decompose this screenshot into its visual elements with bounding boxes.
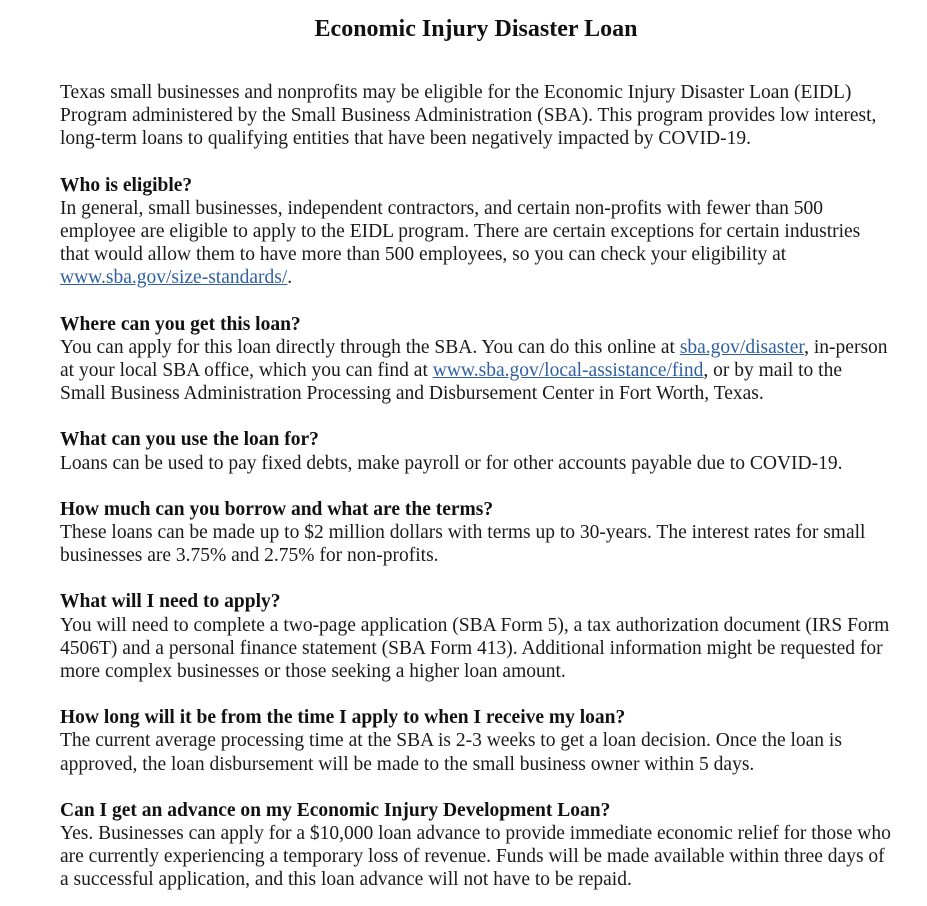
section-paragraph <box>60 336 892 406</box>
section-paragraph <box>60 452 892 475</box>
section-processing-time <box>60 706 892 776</box>
paragraph-text: You can apply for this loan directly through the SBA. You can do this online at <box>60 336 680 358</box>
paragraph-text: . <box>287 267 293 289</box>
document-title: Economic Injury Disaster Loan <box>314 16 638 42</box>
section-loan-use <box>60 428 892 474</box>
section-where-get-loan <box>60 313 892 406</box>
section-heading: Where can you get this loan? <box>60 313 301 335</box>
intro-paragraph: Texas small businesses and nonprofits may be eligible for the Economic Injury Disaster Loan (EIDL) Program administered by the Small Business Administration (SBA). This program provides low interest, long-term loans to qualifying entities that have been negatively impacted by COVID-19. <box>60 82 877 150</box>
link-sba-gov-disaster[interactable]: sba.gov/disaster <box>679 336 805 358</box>
section-heading: What will I need to apply? <box>60 591 281 613</box>
paragraph-text: , in-person at your local SBA office, which you can find at <box>60 336 888 382</box>
paragraph-text: You will need to complete a two-page application (SBA Form 5), a tax authorization document (IRS Form 4506T) and a personal finance statement (SBA Form 413). Additional information might be requested for more complex businesses or those seeking a higher loan amount. <box>60 614 890 683</box>
paragraph-text: Yes. Businesses can apply for a $10,000 loan advance to provide immediate economic relief for those who are currently experiencing a temporary loss of revenue. Funds will be made available within three days of a successful application, and this loan advance will not have to be repaid. <box>60 823 891 891</box>
paragraph-text: The current average processing time at the SBA is 2-3 weeks to get a loan decision. Once the loan is approved, the loan disbursement will be made to the small business owner within 5 days. <box>60 730 842 775</box>
section-borrow-terms <box>60 498 892 568</box>
paragraph-text: In general, small businesses, independent contractors, and certain non-profits with fewer than 500 employee are eligible to apply to the EIDL program. There are certain exceptions for certain industries that would allow them to have more than 500 employees, so you can check your eligibility at <box>60 197 861 266</box>
section-who-is-eligible <box>60 174 892 290</box>
section-heading: What can you use the loan for? <box>60 429 319 451</box>
section-heading: Can I get an advance on my Economic Injury Development Loan? <box>60 799 611 821</box>
paragraph-text: Loans can be used to pay fixed debts, make payroll or for other accounts payable due to COVID-19. <box>60 452 843 474</box>
section-paragraph <box>60 729 892 775</box>
link-sba-size-standards[interactable]: www.sba.gov/size-standards/ <box>60 267 288 289</box>
section-heading: How long will it be from the time I apply to when I receive my loan? <box>60 707 626 729</box>
link-sba-local-assistance-find[interactable]: www.sba.gov/local-assistance/find <box>432 360 704 382</box>
section-heading: How much can you borrow and what are the terms? <box>60 498 494 520</box>
section-loan-advance <box>60 799 892 892</box>
section-heading: Who is eligible? <box>60 174 193 196</box>
section-paragraph <box>60 822 892 892</box>
section-paragraph <box>60 197 892 290</box>
section-paragraph <box>60 614 892 684</box>
section-paragraph <box>60 521 892 567</box>
paragraph-text: , or by mail to the Small Business Administration Processing and Disbursement Center in Fort Worth, Texas. <box>60 360 843 405</box>
section-apply-requirements <box>60 590 892 683</box>
paragraph-text: These loans can be made up to $2 million dollars with terms up to 30-years. The interest rates for small businesses are 3.75% and 2.75% for non-profits. <box>60 522 866 567</box>
